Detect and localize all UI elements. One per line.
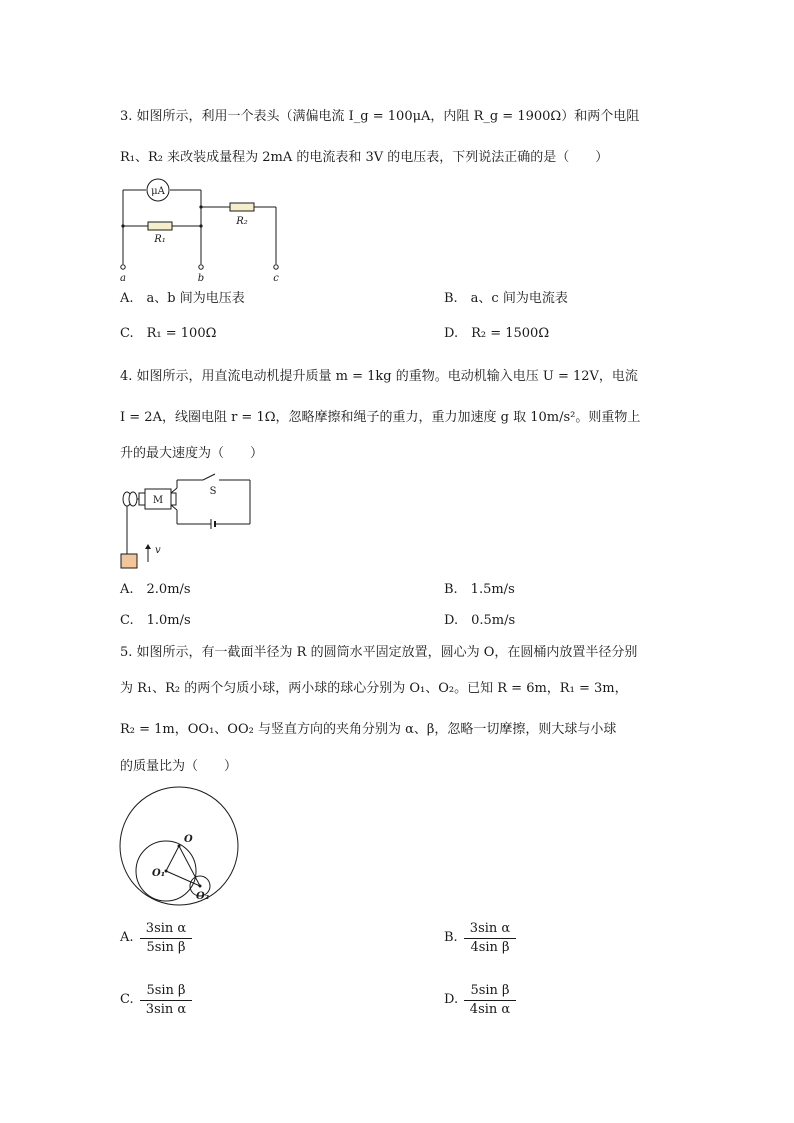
terminal-c	[274, 265, 278, 269]
q3-circuit-figure	[110, 174, 290, 286]
q5-option-d-numerator: 5sin β	[464, 982, 516, 1001]
q4-option-c[interactable]: C. 1.0m/s	[120, 613, 191, 628]
center-o-label: O	[184, 834, 193, 845]
center-o2-label: O₂	[196, 891, 210, 902]
q3-option-b[interactable]: B. a、c 间为电流表	[444, 291, 568, 306]
q5-stem-line4: 的质量比为（ ）	[120, 759, 238, 774]
q5-option-a-numerator: 3sin α	[140, 920, 192, 939]
q5-option-c-denominator: 3sin α	[145, 1002, 187, 1017]
r2-label: R₂	[236, 216, 248, 227]
switch-s	[203, 474, 215, 480]
q5-cylinder-figure	[118, 785, 243, 910]
terminal-b-label: b	[197, 273, 205, 284]
q5-option-d-prefix[interactable]: D.	[444, 992, 459, 1007]
q5-option-b-prefix[interactable]: B.	[444, 930, 458, 945]
q5-option-a-prefix[interactable]: A.	[120, 930, 134, 945]
q5-stem-line3: R₂ = 1m，OO₁、OO₂ 与竖直方向的夹角分别为 α、β，忽略一切摩擦，则大球与小球	[120, 722, 617, 737]
center-o1-label: O₁	[152, 868, 166, 879]
q5-option-a-denominator: 5sin β	[146, 940, 186, 955]
q5-option-b-fraction[interactable]	[464, 920, 516, 957]
terminal-a	[121, 265, 125, 269]
q4-motor-figure	[115, 474, 260, 572]
r1-label: R₁	[154, 234, 166, 245]
resistor-r1	[148, 222, 172, 230]
q5-option-d-fraction[interactable]	[464, 982, 516, 1019]
q3-option-d[interactable]: D. R₂ = 1500Ω	[444, 326, 550, 341]
q4-stem-line3: 升的最大速度为（ ）	[120, 446, 264, 461]
q5-option-c-prefix[interactable]: C.	[120, 992, 134, 1007]
q4-option-b[interactable]: B. 1.5m/s	[444, 582, 515, 597]
q4-option-a[interactable]: A. 2.0m/s	[120, 582, 191, 597]
q4-stem-line2: I = 2A，线圈电阻 r = 1Ω，忽略摩擦和绳子的重力，重力加速度 g 取 10m/s²。则重物上	[120, 410, 641, 425]
terminal-a-label: a	[120, 273, 126, 284]
q5-option-d-denominator: 4sin α	[469, 1002, 511, 1017]
q3-stem-line2: R₁、R₂ 来改装成量程为 2mA 的电流表和 3V 的电压表，下列说法正确的是（ ）	[120, 150, 609, 165]
q4-option-d[interactable]: D. 0.5m/s	[444, 613, 516, 628]
q5-option-a-fraction[interactable]	[140, 920, 192, 957]
q3-option-a[interactable]: A. a、b 间为电压表	[120, 291, 245, 306]
switch-label: S	[209, 486, 217, 497]
q5-option-c-numerator: 5sin β	[140, 982, 192, 1001]
q3-stem-line1: 3. 如图所示，利用一个表头（满偏电流 I_g = 100μA，内阻 R_g = 1900Ω）和两个电阻	[120, 109, 640, 124]
weight-block	[121, 554, 137, 568]
q5-stem-line2: 为 R₁、R₂ 的两个匀质小球，两小球的球心分别为 O₁、O₂。已知 R = 6m，R₁ = 3m，	[120, 681, 628, 696]
resistor-r2	[230, 203, 254, 211]
q5-option-c-fraction[interactable]	[140, 982, 192, 1019]
motor-label: M	[152, 495, 164, 506]
q5-stem-line1: 5. 如图所示，有一截面半径为 R 的圆筒水平固定放置，圆心为 O，在圆桶内放置半径分别	[120, 645, 638, 660]
velocity-label: v	[155, 545, 161, 556]
microammeter-label: μA	[151, 186, 165, 197]
q4-stem-line1: 4. 如图所示，用直流电动机提升质量 m = 1kg 的重物。电动机输入电压 U = 12V，电流	[120, 369, 638, 384]
terminal-b	[199, 265, 203, 269]
q5-option-b-numerator: 3sin α	[464, 920, 516, 939]
q5-option-b-denominator: 4sin β	[470, 940, 510, 955]
q3-option-c[interactable]: C. R₁ = 100Ω	[120, 326, 217, 341]
terminal-c-label: c	[273, 273, 279, 284]
